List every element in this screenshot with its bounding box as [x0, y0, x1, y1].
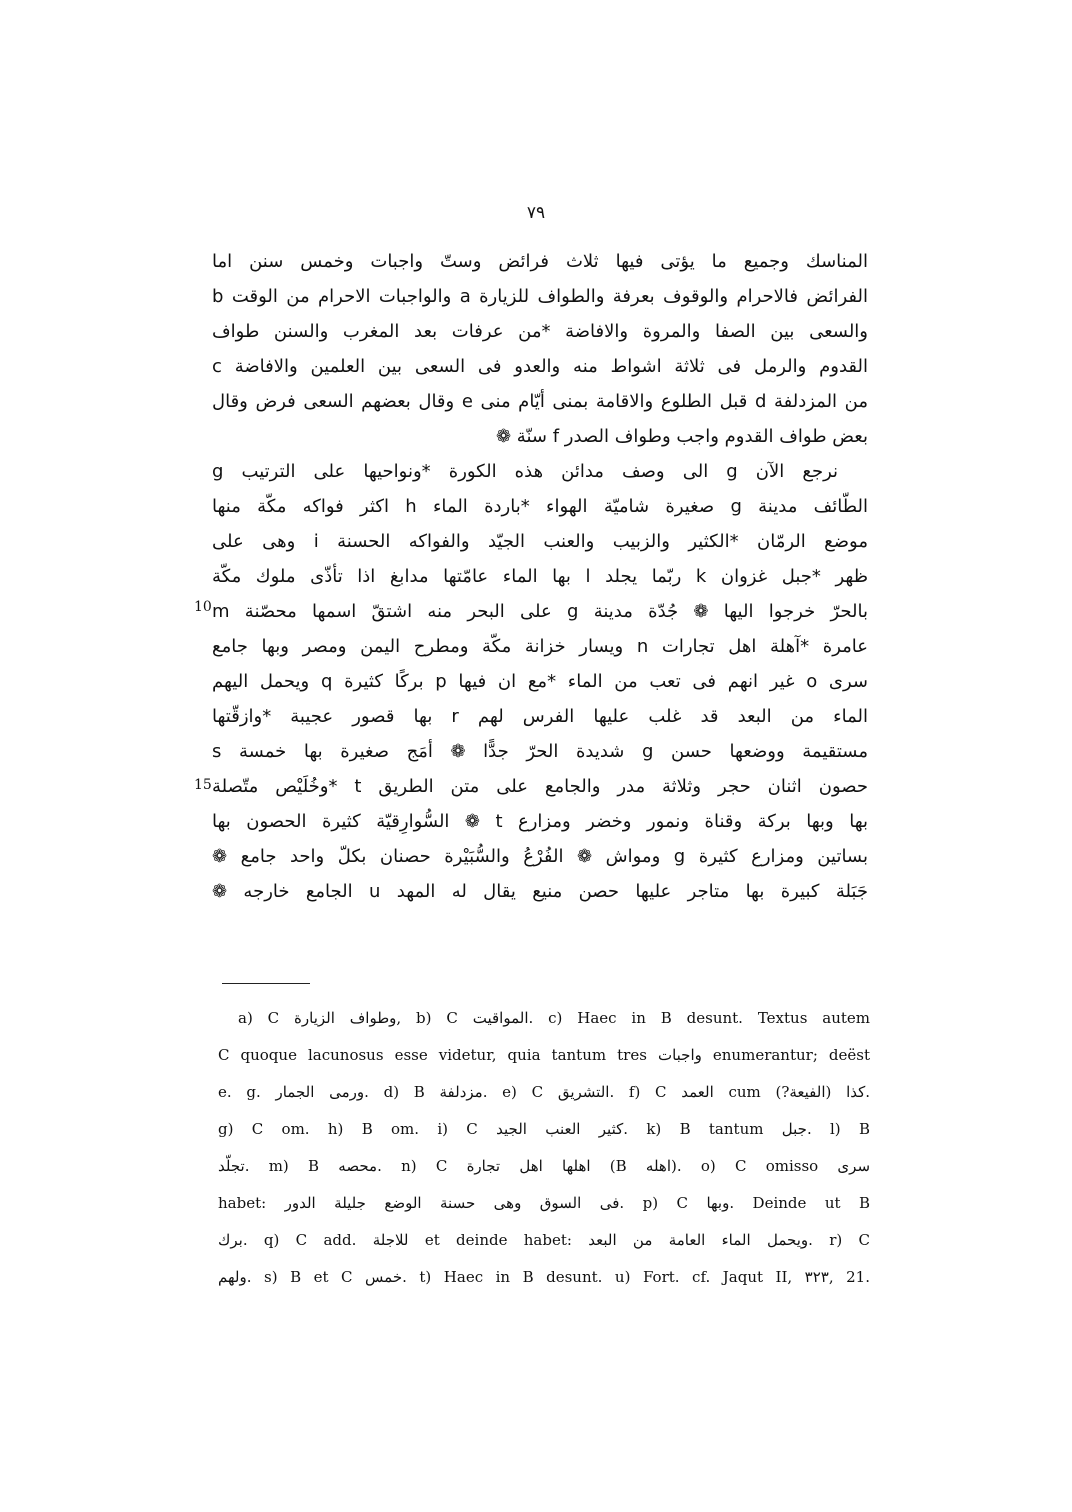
text-line-7: نرجع الآن g الى وصف مدائن هذه الكورة *ونواحيها على الترتيب g [212, 461, 839, 482]
footnote-line-3: e. g. ورمى الجمار. d) B مزدلفة. e) C التشريق. f) C العمد cum كذا (الفيعة?). [218, 1083, 870, 1101]
text-line-10: ظهر *جبل غزوان k ربّما يجلد l بها الماء عامّتها مدابغ اذا تأذّى ملوك مكّة [212, 566, 868, 587]
footnote-line-1: a) C وطواف الزيارة, b) C المواقيت. c) Haec in B desunt. Textus autem [238, 1009, 870, 1027]
footnote-line-8: ولهم. s) B et C خمس. t) Haec in B desunt. u) Fort. cf. Jaqut II, ٣٢٣, 21. [218, 1268, 870, 1286]
text-line-6: بعض طواف القدوم واجب وطواف الصدر f سنّة ❁ [496, 426, 868, 447]
footnote-line-2: C quoque lacunosus esse videtur, quia tantum tres واجبات enumerantur; deëst [218, 1046, 870, 1064]
footnote-line-6: habet: فى السوق وهى حسنة الوضع جليلة الدور. p) C وبها. Deinde ut B [218, 1194, 870, 1212]
text-line-14: الماء من البعد قد غلب عليها الفرس لهم r بها قصور عجيبة *وازقّتها [212, 706, 868, 727]
text-line-13: سرى o غير انهم فى تعب من الماء *مع ان فيها p بركًا كثيرة q ويحمل اليهم [212, 671, 868, 692]
text-line-8: الطّائف مدينة g صغيرة شاميّة الهواء *باردة الماء h اكثر فواكه مكّة منها [212, 496, 868, 517]
page-number: ٧٩ [526, 203, 546, 223]
text-line-9: موضع الرمّان *الكثير والزبيب والعنب الجيّد والفواكه الحسنة i وهى على [212, 531, 868, 552]
footnote-line-7: برك. q) C add. للاجلة et deinde habet: ويحمل الماء العامة من البعد. r) C [218, 1231, 870, 1249]
text-line-15: مستقيمة ووضعها حسن g شديدة الحرّ جدًّا ❁ أمَج صغيرة بها خمسة s [212, 741, 868, 762]
text-line-18: بساتين ومزارع كثيرة g ومواش ❁ الفُرْعُ والسُّبَيْرة حصنان بكلّ واحد جامع ❁ [212, 846, 868, 867]
text-line-2: الفرائض فالاحرام والوقوف بعرفة والطواف للزيارة a والواجبات الاحرام من الوقت b [212, 286, 868, 307]
text-line-5: من المزدلفة d قبل الطلوع والاقامة بمنى أيّام منى e وقال بعضهم السعى فرض وقال [212, 391, 868, 412]
footnote-line-4: g) C om. h) B om. i) C كثير العنب الجيد. k) B tantum جبل. l) B [218, 1120, 870, 1138]
text-line-11: بالحرّ خرجوا اليها ❁ جُدّة مدينة g على البحر منه اشتقّ اسمها محصّنة m [212, 601, 868, 622]
text-line-3: والسعى بين الصفا والمروة والافاضة *من عرفات بعد المغرب والسنن طواف [212, 321, 868, 342]
line-number-15: 15 [194, 777, 212, 793]
text-line-1: المناسك وجميع ما يؤتى فيها ثلاث فرائض وستّ واجبات وخمس سنن اما [212, 251, 868, 272]
text-line-4: القدوم والرمل فى ثلاثة اشواط منه والعدو فى السعى بين العلمين والافاضة c [212, 356, 868, 377]
text-line-12: عامرة *آهلة اهل تجارات n ويسار خزانة مكّة ومطرح اليمن ومصر وبها جامع [212, 636, 868, 657]
footnote-line-5: تجلّد. m) B محصه. n) C اهلها اهل تجارة (B اهله). o) C omisso سرى [218, 1157, 870, 1175]
line-number-10: 10 [194, 599, 212, 615]
text-line-19: جَبَلة كبيرة بها متاجر عليها حصن منيع يقال له المهد u الجامع خارجه ❁ [212, 881, 868, 902]
footnote-separator [222, 983, 310, 984]
text-line-16: حصون اثنان حجر وثلاثة مدر والجامع على متن الطريق t *وخُلَيْص متّصلة [212, 776, 868, 797]
text-line-17: بها وبها بركة وقناة ونمور وخضر ومزارع t ❁ السُّوارِقيّة كثيرة الحصون بها [212, 811, 868, 832]
main-text-block [212, 244, 868, 909]
footnotes-block [218, 1000, 870, 1296]
